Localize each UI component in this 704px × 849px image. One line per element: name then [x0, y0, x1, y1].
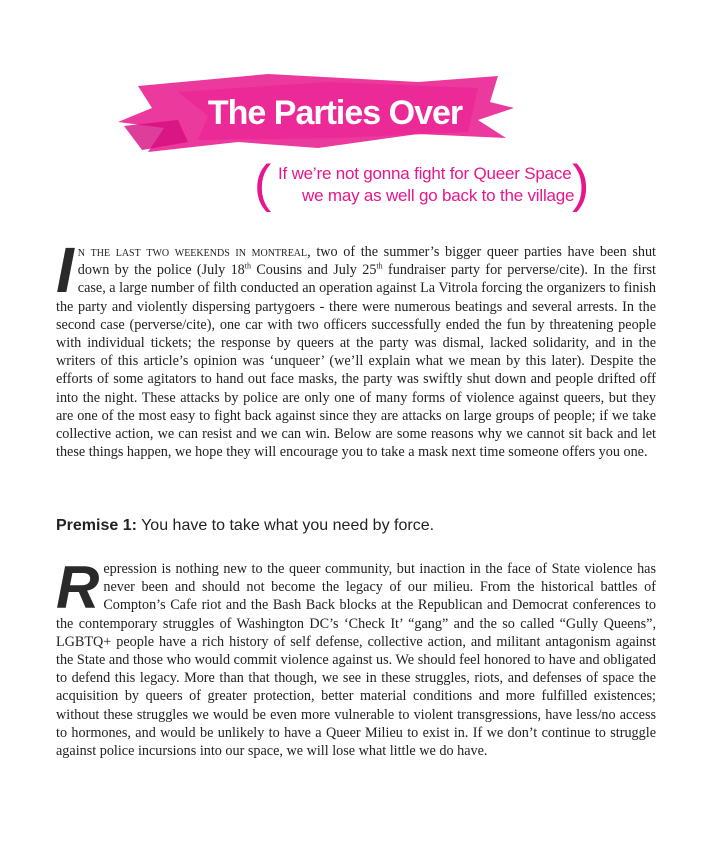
- page-title: The Parties Over: [207, 94, 463, 132]
- drop-cap: I: [56, 234, 74, 306]
- left-bracket-icon: (: [254, 155, 272, 213]
- subtitle-line-2: we may as well go back to the village: [302, 186, 575, 205]
- premise-heading: [56, 517, 434, 535]
- premise-label: Premise 1:: [56, 517, 137, 534]
- lead-in: n the last two weekends in montreal,: [77, 244, 311, 260]
- subtitle: [254, 155, 594, 216]
- subtitle-line-1: If we’re not gonna fight for Queer Space: [278, 164, 572, 183]
- paragraph-repression: Repression is nothing new to the queer community, but inaction in the face of State violence has never been and should not become the legacy of our milieu. From the historical battles of Compton’s Cafe riot and the Bash Back blocks at the Republican and Democrat conferences to the contemporary struggles of Washington DC’s ‘Check It’ “gang” and the so called “Gully Queens”, LGBTQ+ people have a rich history of self defense, collective action, and militant antagonism against the State and those who would commit violence against us. We should feel honored to have and obligated to defend this legacy. More than that though, we see in these struggles, riots, and defenses of space the acquisition by queers of greater protection, better material conditions and more fulfilled existences; without these struggles we would be even more vulnerable to violent transgressions, have less/no access to hormones, and would be unlikely to have a Queer Milieu to exist in. If we don’t continue to struggle against police incursions into our space, we will lose what little we do have.: [56, 554, 656, 760]
- right-bracket-icon: ): [572, 155, 590, 213]
- drop-cap: R: [56, 554, 100, 621]
- premise-text: You have to take what you need by force.: [136, 517, 435, 534]
- paragraph-intro: In the last two weekends in montreal, two of the summer’s bigger queer parties have been shut down by the police (July 18th Cousins and July 25th fundraiser party for perverse/cite). In the first case, a large number of filth conducted an operation against La Vitrola forcing the organizers to finish the party and violently dispersing partygoers - there were numerous beatings and several arrests. In the second case (perverse/cite), one car with two officers successfully ended the fun by threatening people with individual tickets; the response by queers at the party was dismal, lacked solidarity, and in the writers of this article’s opinion was ‘unqueer’ (we’ll explain what we mean by this later). Despite the efforts of some agitators to hand out face masks, the party was swiftly shut down and people drifted off into the night. These attacks by police are only one of many forms of violence against queers, but they are one of the most easy to fight back against since they are attacks on large groups of people; if we take collective action, we can resist and we can win. Below are some reasons why we cannot sit back and let these things happen, we hope they will encourage you to take a mask next time someone offers you one.: [56, 234, 656, 461]
